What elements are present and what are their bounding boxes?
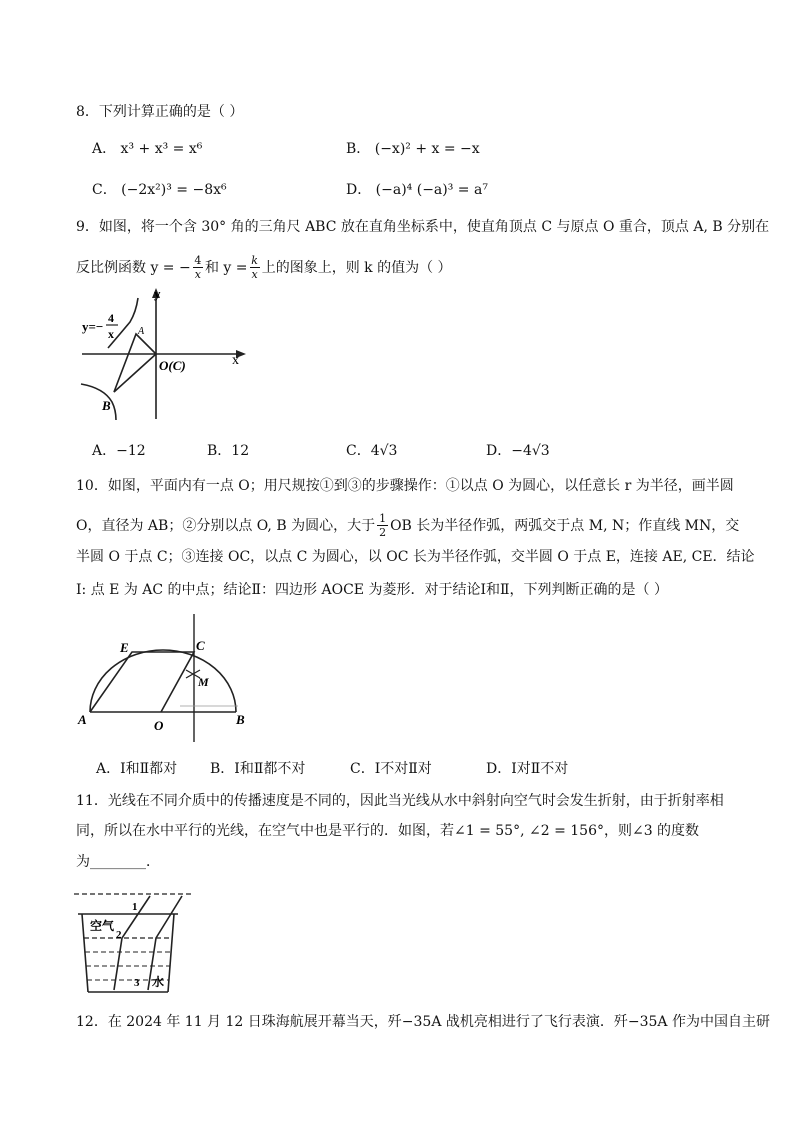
y-axis-label: y xyxy=(154,286,161,301)
q11-figure xyxy=(74,888,204,998)
q9-line2-mid: 和 y = xyxy=(204,259,248,276)
q11-stem-line3: 为________． xyxy=(76,854,160,870)
q9-frac1-den: x xyxy=(194,268,201,281)
point-e-label: E xyxy=(120,640,129,655)
triangle-abc xyxy=(114,334,156,392)
q9-frac1-num: 4 xyxy=(194,254,202,267)
q10-stem-line2 xyxy=(76,512,739,539)
point-m-label: M xyxy=(198,675,209,689)
q9-fraction-1 xyxy=(193,254,203,281)
q10-option-c: C．Ⅰ不对Ⅱ对 xyxy=(350,761,432,777)
q9-fraction-2 xyxy=(250,254,260,281)
point-b-label: B xyxy=(102,398,111,413)
q10-stem-line1: 10．如图，平面内有一点 O；用尺规按①到③的步骤操作：①以点 O 为圆心，以任意长 r 为半径，画半圆 xyxy=(76,478,734,494)
point-a-label: A xyxy=(78,712,87,727)
q10-frac-den: 2 xyxy=(379,526,387,539)
curve-label-den: x xyxy=(108,327,114,341)
point-b-label: B xyxy=(236,712,245,727)
curve-label: y=− xyxy=(82,319,104,334)
q10-stem-line3: 半圆 O 于点 C；③连接 OC，以点 C 为圆心，以 OC 长为半径作弧，交半圆 O 于点 E，连接 AE, CE．结论 xyxy=(76,549,755,565)
q10-line2-pre: O，直径为 AB；②分别以点 O, B 为圆心，大于 xyxy=(76,517,376,534)
air-label: 空气 xyxy=(90,919,115,933)
q10-stem-line4: Ⅰ: 点 E 为 AC 的中点；结论Ⅱ：四边形 AOCE 为菱形．对于结论Ⅰ和Ⅱ，下列判断正确的是（ ） xyxy=(76,582,668,598)
q10-figure xyxy=(76,612,256,748)
q9-stem-line1: 9．如图，将一个含 30° 角的三角尺 ABC 放在直角坐标系中，使直角顶点 C 与原点 O 重合，顶点 A, B 分别在 xyxy=(76,219,770,235)
q9-figure xyxy=(76,284,256,424)
origin-label: O(C) xyxy=(159,358,186,373)
q12-stem-line1: 12．在 2024 年 11 月 12 日珠海航展开幕当天，歼−35A 战机亮相进行了飞行表演．歼−35A 作为中国自主研 xyxy=(76,1014,770,1030)
q9-option-b: B．12 xyxy=(207,443,250,459)
q11-stem-line2: 同，所以在水中平行的光线，在空气中也是平行的．如图，若∠1 = 55°, ∠2 = 156°，则∠3 的度数 xyxy=(76,823,700,839)
q8-stem: 8．下列计算正确的是（ ） xyxy=(76,104,244,120)
q9-option-c: C．4√3 xyxy=(346,443,398,459)
q9-frac2-den: x xyxy=(251,268,258,281)
q10-option-b: B．Ⅰ和Ⅱ都不对 xyxy=(210,761,306,777)
q9-option-a: A．−12 xyxy=(92,443,146,459)
point-o-label: O xyxy=(154,718,164,733)
q9-option-d: D．−4√3 xyxy=(486,443,550,459)
q10-option-a: A．Ⅰ和Ⅱ都对 xyxy=(96,761,178,777)
q8-option-b: B． (−x)² + x = −x xyxy=(346,141,480,157)
q10-option-d: D．Ⅰ对Ⅱ不对 xyxy=(486,761,569,777)
angle-3-label: 3 xyxy=(134,977,140,989)
q10-line2-post: OB 长为半径作弧，两弧交于点 M, N；作直线 MN，交 xyxy=(390,517,740,534)
q9-frac2-num: k xyxy=(251,254,258,267)
q10-frac-num: 1 xyxy=(379,512,387,525)
curve-label-num: 4 xyxy=(108,311,114,325)
q9-line2-pre: 反比例函数 y = − xyxy=(76,259,191,276)
angle-2-label: 2 xyxy=(116,929,122,941)
water-label: 水 xyxy=(152,975,165,989)
quadrilateral-aoce xyxy=(90,652,194,712)
point-c-label: C xyxy=(196,638,205,653)
point-a-label: A xyxy=(138,326,145,337)
q9-stem-line2 xyxy=(76,254,452,281)
q9-line2-post: 上的图象上，则 k 的值为（ ） xyxy=(261,259,452,276)
q11-stem-line1: 11．光线在不同介质中的传播速度是不同的，因此当光线从水中斜射向空气时会发生折射，由于折射率相 xyxy=(76,793,724,809)
curve-y-k-over-x xyxy=(81,384,116,420)
q10-fraction xyxy=(377,512,388,539)
x-axis-label: x xyxy=(232,353,239,368)
q8-option-c: C． (−2x²)³ = −8x⁶ xyxy=(92,182,227,198)
q8-option-d: D． (−a)⁴ (−a)³ = a⁷ xyxy=(346,182,488,198)
q8-option-a: A． x³ + x³ = x⁶ xyxy=(92,141,203,157)
angle-1-label: 1 xyxy=(132,901,138,913)
